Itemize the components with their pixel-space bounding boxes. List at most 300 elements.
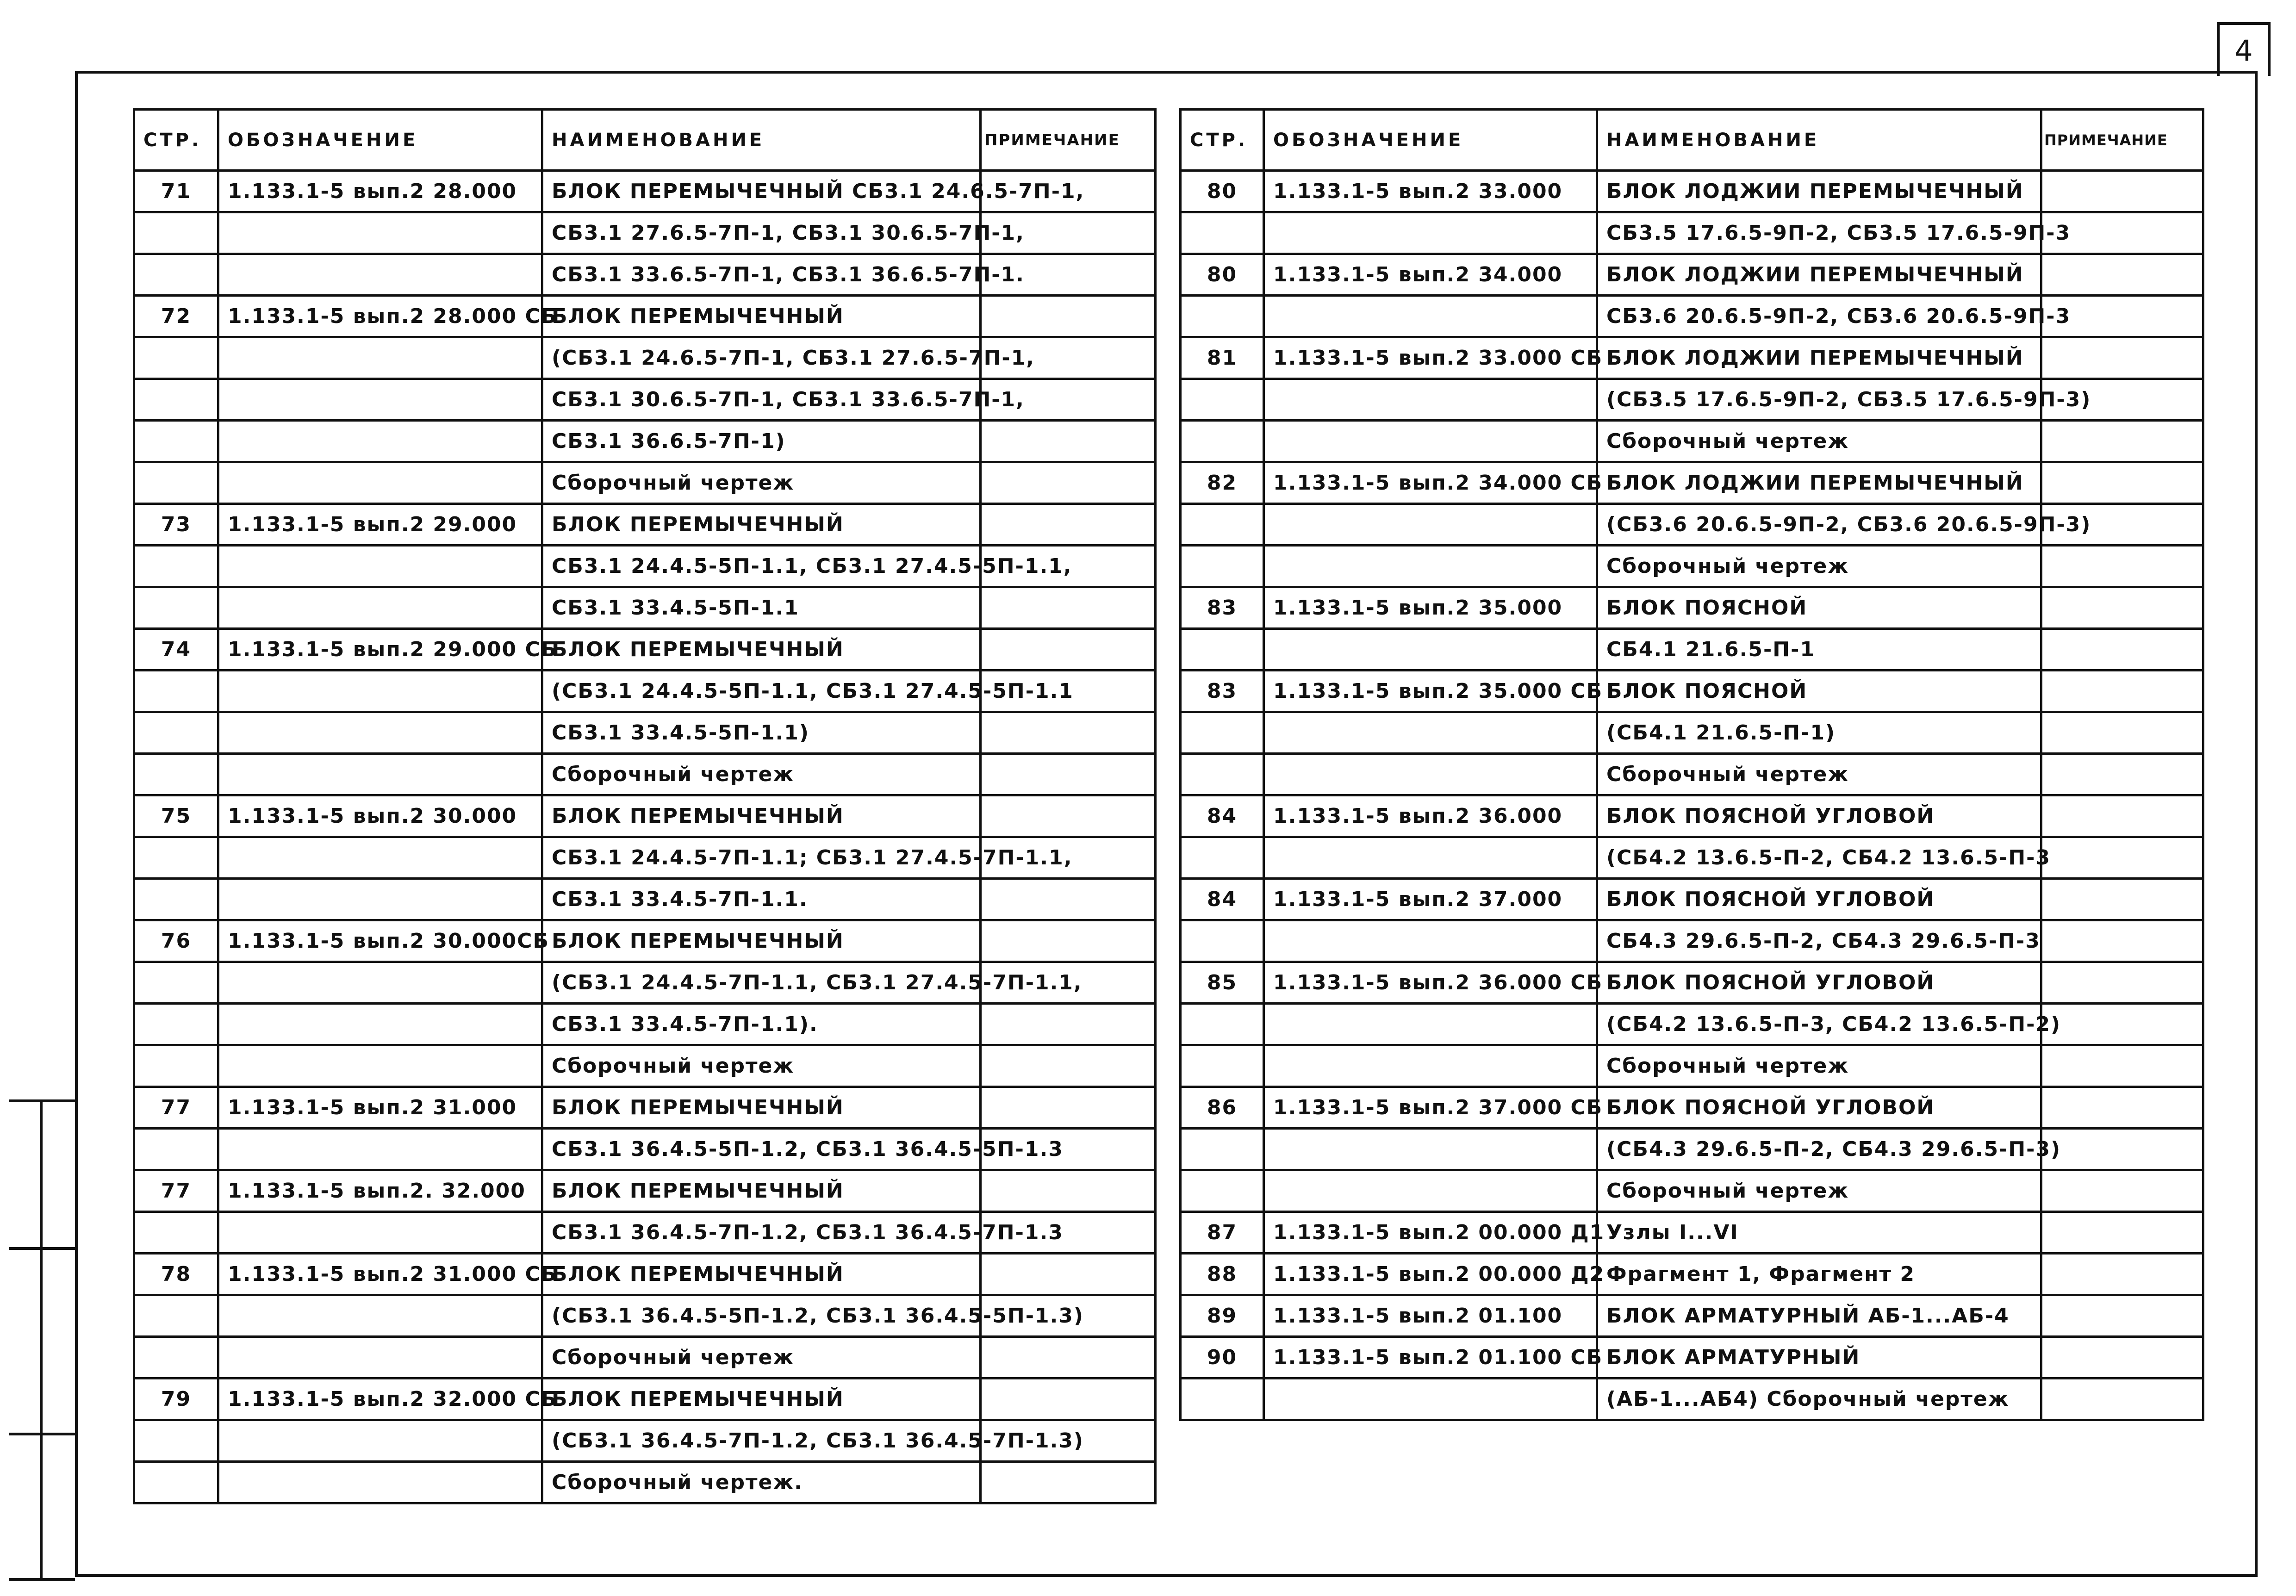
row-note xyxy=(2041,1087,2203,1129)
row-page: 86 xyxy=(1181,1087,1264,1129)
row-name: Сборочный чертеж xyxy=(1597,546,2041,587)
row-page: 83 xyxy=(1181,671,1264,712)
row-designation xyxy=(1264,1004,1597,1045)
table-row xyxy=(1181,1337,2203,1379)
row-name: Сборочный чертеж xyxy=(542,754,981,795)
row-page: 84 xyxy=(1181,879,1264,920)
row-name: Сборочный чертеж xyxy=(542,1337,981,1379)
row-page xyxy=(134,587,218,629)
table-row xyxy=(134,837,1156,879)
table-row xyxy=(1181,671,2203,712)
row-designation xyxy=(218,671,542,712)
row-page xyxy=(1181,421,1264,462)
row-note xyxy=(2041,1129,2203,1170)
row-designation xyxy=(218,1045,542,1087)
table-row xyxy=(1181,962,2203,1004)
row-designation: 1.133.1-5 вып.2 29.000 xyxy=(218,504,542,546)
row-name: (СБ3.1 36.4.5-7П-1.2, СБ3.1 36.4.5-7П-1.3) xyxy=(542,1420,981,1462)
row-name: (СБ3.6 20.6.5-9П-2, СБ3.6 20.6.5-9П-3) xyxy=(1597,504,2041,546)
row-designation xyxy=(1264,837,1597,879)
row-designation xyxy=(218,587,542,629)
table-row xyxy=(1181,1170,2203,1212)
row-page: 88 xyxy=(1181,1254,1264,1295)
table-row xyxy=(134,337,1156,379)
row-name: БЛОК ПОЯСНОЙ УГЛОВОЙ xyxy=(1597,795,2041,837)
table-row xyxy=(134,1004,1156,1045)
row-note xyxy=(981,754,1156,795)
row-designation: 1.133.1-5 вып.2 31.000 СБ xyxy=(218,1254,542,1295)
row-note xyxy=(981,629,1156,671)
row-page: 74 xyxy=(134,629,218,671)
row-page xyxy=(134,212,218,254)
margin-tick xyxy=(9,1578,75,1581)
row-designation: 1.133.1-5 вып.2 34.000 СБ xyxy=(1264,462,1597,504)
row-name: БЛОК ПЕРЕМЫЧЕЧНЫЙ xyxy=(542,1379,981,1420)
row-note xyxy=(2041,920,2203,962)
row-note xyxy=(981,421,1156,462)
table-row xyxy=(134,671,1156,712)
row-note xyxy=(2041,421,2203,462)
row-designation: 1.133.1-5 вып.2 28.000 СБ xyxy=(218,296,542,337)
row-designation xyxy=(218,1462,542,1503)
row-page: 78 xyxy=(134,1254,218,1295)
row-note xyxy=(2041,962,2203,1004)
row-note xyxy=(981,795,1156,837)
row-name: Сборочный чертеж. xyxy=(542,1462,981,1503)
table-row xyxy=(134,1129,1156,1170)
table-row xyxy=(134,546,1156,587)
row-name: (СБ4.2 13.6.5-П-3, СБ4.2 13.6.5-П-2) xyxy=(1597,1004,2041,1045)
right-body xyxy=(1181,171,2203,1420)
row-designation xyxy=(1264,754,1597,795)
row-name: Сборочный чертеж xyxy=(542,462,981,504)
row-page: 87 xyxy=(1181,1212,1264,1254)
row-designation: 1.133.1-5 вып.2 36.000 СБ xyxy=(1264,962,1597,1004)
row-page: 80 xyxy=(1181,171,1264,212)
header-designation: ОБОЗНАЧЕНИЕ xyxy=(1264,110,1597,171)
header-row xyxy=(1181,110,2203,171)
row-page xyxy=(134,254,218,296)
table-row xyxy=(134,1420,1156,1462)
row-designation: 1.133.1-5 вып.2 35.000 xyxy=(1264,587,1597,629)
row-designation xyxy=(218,1295,542,1337)
row-page: 77 xyxy=(134,1170,218,1212)
row-page xyxy=(1181,1170,1264,1212)
row-name: (АБ-1...АБ4) Сборочный чертеж xyxy=(1597,1379,2041,1420)
row-name: СБ3.6 20.6.5-9П-2, СБ3.6 20.6.5-9П-3 xyxy=(1597,296,2041,337)
table-row xyxy=(134,212,1156,254)
row-note xyxy=(981,587,1156,629)
row-note xyxy=(2041,1170,2203,1212)
row-designation xyxy=(218,1129,542,1170)
row-designation xyxy=(218,1420,542,1462)
row-designation: 1.133.1-5 вып.2 01.100 xyxy=(1264,1295,1597,1337)
row-page xyxy=(134,754,218,795)
row-page: 71 xyxy=(134,171,218,212)
row-name: СБ3.1 36.4.5-7П-1.2, СБ3.1 36.4.5-7П-1.3 xyxy=(542,1212,981,1254)
row-designation xyxy=(1264,1129,1597,1170)
row-page xyxy=(134,712,218,754)
row-name: БЛОК АРМАТУРНЫЙ АБ-1...АБ-4 xyxy=(1597,1295,2041,1337)
row-note xyxy=(981,1170,1156,1212)
table-row xyxy=(1181,712,2203,754)
row-note xyxy=(981,462,1156,504)
header-note: ПРИМЕЧАНИЕ xyxy=(981,110,1156,171)
row-note xyxy=(2041,712,2203,754)
row-page xyxy=(1181,504,1264,546)
row-name: СБ3.1 33.4.5-5П-1.1 xyxy=(542,587,981,629)
row-note xyxy=(981,1254,1156,1295)
row-name: Сборочный чертеж xyxy=(1597,1170,2041,1212)
row-page: 75 xyxy=(134,795,218,837)
row-designation: 1.133.1-5 вып.2 30.000СБ xyxy=(218,920,542,962)
contents-table-right xyxy=(1179,108,2204,1421)
row-designation: 1.133.1-5 вып.2 30.000 xyxy=(218,795,542,837)
row-designation: 1.133.1-5 вып.2 00.000 Д2 xyxy=(1264,1254,1597,1295)
table-row xyxy=(1181,1295,2203,1337)
row-page xyxy=(134,462,218,504)
table-row xyxy=(134,1462,1156,1503)
row-note xyxy=(2041,546,2203,587)
table-row xyxy=(1181,1129,2203,1170)
row-name: СБ3.1 24.4.5-5П-1.1, СБ3.1 27.4.5-5П-1.1, xyxy=(542,546,981,587)
table-row xyxy=(1181,212,2203,254)
row-name: СБ3.1 24.4.5-7П-1.1; СБ3.1 27.4.5-7П-1.1, xyxy=(542,837,981,879)
row-page xyxy=(1181,1004,1264,1045)
row-note xyxy=(2041,462,2203,504)
row-name: СБ3.1 36.6.5-7П-1) xyxy=(542,421,981,462)
row-page xyxy=(1181,379,1264,421)
row-note xyxy=(981,1337,1156,1379)
table-row xyxy=(1181,795,2203,837)
row-designation xyxy=(218,337,542,379)
row-page xyxy=(1181,212,1264,254)
row-note xyxy=(2041,1212,2203,1254)
row-note xyxy=(2041,671,2203,712)
row-page xyxy=(134,671,218,712)
row-note xyxy=(2041,1337,2203,1379)
margin-line xyxy=(40,1099,43,1581)
row-designation: 1.133.1-5 вып.2 37.000 xyxy=(1264,879,1597,920)
row-name: (СБ3.1 36.4.5-5П-1.2, СБ3.1 36.4.5-5П-1.3) xyxy=(542,1295,981,1337)
row-designation xyxy=(1264,546,1597,587)
row-designation xyxy=(218,379,542,421)
row-name: БЛОК ПЕРЕМЫЧЕЧНЫЙ xyxy=(542,920,981,962)
row-designation: 1.133.1-5 вып.2 33.000 xyxy=(1264,171,1597,212)
row-designation: 1.133.1-5 вып.2 31.000 xyxy=(218,1087,542,1129)
table-row xyxy=(1181,587,2203,629)
row-page xyxy=(134,1129,218,1170)
margin-tick xyxy=(9,1247,75,1250)
row-page xyxy=(1181,1129,1264,1170)
row-name: БЛОК ПЕРЕМЫЧЕЧНЫЙ xyxy=(542,504,981,546)
row-designation: 1.133.1-5 вып.2 34.000 xyxy=(1264,254,1597,296)
row-name: БЛОК ПОЯСНОЙ УГЛОВОЙ xyxy=(1597,879,2041,920)
table-row xyxy=(1181,879,2203,920)
row-page: 81 xyxy=(1181,337,1264,379)
row-designation xyxy=(218,1004,542,1045)
row-name: БЛОК ЛОДЖИИ ПЕРЕМЫЧЕЧНЫЙ xyxy=(1597,254,2041,296)
row-designation: 1.133.1-5 вып.2 35.000 СБ xyxy=(1264,671,1597,712)
row-page xyxy=(134,1337,218,1379)
row-name: БЛОК ПОЯСНОЙ xyxy=(1597,671,2041,712)
table-row xyxy=(134,795,1156,837)
row-page xyxy=(134,1045,218,1087)
row-designation xyxy=(218,879,542,920)
table-row xyxy=(1181,254,2203,296)
row-designation xyxy=(218,837,542,879)
row-name: БЛОК АРМАТУРНЫЙ xyxy=(1597,1337,2041,1379)
row-page: 83 xyxy=(1181,587,1264,629)
table-row xyxy=(134,1254,1156,1295)
row-designation: 1.133.1-5 вып.2 32.000 СБ xyxy=(218,1379,542,1420)
row-note xyxy=(981,1379,1156,1420)
row-note xyxy=(2041,629,2203,671)
table-row xyxy=(1181,421,2203,462)
table-row xyxy=(134,171,1156,212)
margin-tick xyxy=(9,1099,75,1102)
row-name: (СБ3.1 24.4.5-5П-1.1, СБ3.1 27.4.5-5П-1.1 xyxy=(542,671,981,712)
row-designation xyxy=(1264,920,1597,962)
table-row xyxy=(134,962,1156,1004)
row-name: БЛОК ПЕРЕМЫЧЕЧНЫЙ СБ3.1 24.6.5-7П-1, xyxy=(542,171,981,212)
row-name: СБ3.1 36.4.5-5П-1.2, СБ3.1 36.4.5-5П-1.3 xyxy=(542,1129,981,1170)
row-note xyxy=(981,712,1156,754)
table-row xyxy=(134,754,1156,795)
table-row xyxy=(1181,337,2203,379)
row-name: Узлы I...VI xyxy=(1597,1212,2041,1254)
table-row xyxy=(134,1379,1156,1420)
table-row xyxy=(134,920,1156,962)
row-name: СБ3.1 33.4.5-7П-1.1. xyxy=(542,879,981,920)
margin-tick xyxy=(9,1433,75,1435)
row-name: БЛОК ЛОДЖИИ ПЕРЕМЫЧЕЧНЫЙ xyxy=(1597,337,2041,379)
row-page xyxy=(1181,296,1264,337)
row-page: 79 xyxy=(134,1379,218,1420)
left-body xyxy=(134,171,1156,1503)
row-page xyxy=(134,1295,218,1337)
row-page: 72 xyxy=(134,296,218,337)
row-name: Сборочный чертеж xyxy=(1597,754,2041,795)
table-row xyxy=(1181,837,2203,879)
row-name: (СБ4.2 13.6.5-П-2, СБ4.2 13.6.5-П-3 xyxy=(1597,837,2041,879)
row-note xyxy=(981,1045,1156,1087)
row-page xyxy=(134,837,218,879)
row-note xyxy=(981,1462,1156,1503)
row-name: СБ3.1 33.4.5-7П-1.1). xyxy=(542,1004,981,1045)
row-note xyxy=(981,1004,1156,1045)
row-page xyxy=(134,1004,218,1045)
row-note xyxy=(2041,1045,2203,1087)
row-name: БЛОК ЛОДЖИИ ПЕРЕМЫЧЕЧНЫЙ xyxy=(1597,462,2041,504)
row-designation: 1.133.1-5 вып.2 33.000 СБ xyxy=(1264,337,1597,379)
table-row xyxy=(134,379,1156,421)
row-name: БЛОК ЛОДЖИИ ПЕРЕМЫЧЕЧНЫЙ xyxy=(1597,171,2041,212)
table-row xyxy=(134,504,1156,546)
row-page: 85 xyxy=(1181,962,1264,1004)
row-page xyxy=(134,1212,218,1254)
row-name: БЛОК ПОЯСНОЙ xyxy=(1597,587,2041,629)
row-designation xyxy=(1264,1045,1597,1087)
row-page: 73 xyxy=(134,504,218,546)
row-note xyxy=(981,504,1156,546)
row-designation: 1.133.1-5 вып.2 01.100 СБ xyxy=(1264,1337,1597,1379)
row-designation xyxy=(1264,1379,1597,1420)
row-designation: 1.133.1-5 вып.2 00.000 Д1 xyxy=(1264,1212,1597,1254)
row-name: СБ3.1 30.6.5-7П-1, СБ3.1 33.6.5-7П-1, xyxy=(542,379,981,421)
row-designation xyxy=(218,462,542,504)
row-name: Фрагмент 1, Фрагмент 2 xyxy=(1597,1254,2041,1295)
table-row xyxy=(134,462,1156,504)
table-row xyxy=(1181,462,2203,504)
row-note xyxy=(2041,754,2203,795)
row-note xyxy=(2041,171,2203,212)
row-note xyxy=(2041,795,2203,837)
table-row xyxy=(1181,1212,2203,1254)
row-designation xyxy=(218,1212,542,1254)
row-page xyxy=(1181,712,1264,754)
table-row xyxy=(1181,1045,2203,1087)
row-note xyxy=(2041,1379,2203,1420)
row-page xyxy=(1181,1379,1264,1420)
row-note xyxy=(2041,879,2203,920)
row-designation xyxy=(218,1337,542,1379)
header-name: НАИМЕНОВАНИЕ xyxy=(1597,110,2041,171)
row-designation xyxy=(218,421,542,462)
row-designation xyxy=(218,546,542,587)
row-designation xyxy=(1264,712,1597,754)
table-row xyxy=(1181,546,2203,587)
row-page: 90 xyxy=(1181,1337,1264,1379)
header-designation: ОБОЗНАЧЕНИЕ xyxy=(218,110,542,171)
row-note xyxy=(2041,587,2203,629)
row-designation xyxy=(1264,1170,1597,1212)
row-page: 80 xyxy=(1181,254,1264,296)
row-page xyxy=(134,1420,218,1462)
row-page: 82 xyxy=(1181,462,1264,504)
table-row xyxy=(134,421,1156,462)
row-name: (СБ3.1 24.4.5-7П-1.1, СБ3.1 27.4.5-7П-1.1, xyxy=(542,962,981,1004)
row-page xyxy=(134,962,218,1004)
row-designation xyxy=(218,254,542,296)
row-designation xyxy=(1264,629,1597,671)
table-row xyxy=(134,254,1156,296)
row-name: СБ4.1 21.6.5-П-1 xyxy=(1597,629,2041,671)
header-note: ПРИМЕЧАНИЕ xyxy=(2041,110,2203,171)
row-name: БЛОК ПЕРЕМЫЧЕЧНЫЙ xyxy=(542,629,981,671)
row-name: СБ3.1 27.6.5-7П-1, СБ3.1 30.6.5-7П-1, xyxy=(542,212,981,254)
table-row xyxy=(134,1045,1156,1087)
table-row xyxy=(1181,1087,2203,1129)
row-page: 76 xyxy=(134,920,218,962)
table-row xyxy=(134,1337,1156,1379)
row-designation xyxy=(1264,504,1597,546)
row-name: Сборочный чертеж xyxy=(1597,421,2041,462)
row-name: БЛОК ПОЯСНОЙ УГЛОВОЙ xyxy=(1597,962,2041,1004)
row-note xyxy=(981,879,1156,920)
row-page xyxy=(1181,546,1264,587)
row-page xyxy=(1181,754,1264,795)
row-page xyxy=(134,546,218,587)
row-note xyxy=(2041,337,2203,379)
row-name: СБ3.1 33.6.5-7П-1, СБ3.1 36.6.5-7П-1. xyxy=(542,254,981,296)
row-designation: 1.133.1-5 вып.2 37.000 СБ xyxy=(1264,1087,1597,1129)
sheet-number: 4 xyxy=(2217,22,2271,76)
table-row xyxy=(1181,1004,2203,1045)
row-page xyxy=(134,337,218,379)
row-designation xyxy=(218,712,542,754)
row-note xyxy=(981,1087,1156,1129)
row-name: БЛОК ПЕРЕМЫЧЕЧНЫЙ xyxy=(542,296,981,337)
row-page xyxy=(1181,837,1264,879)
row-designation xyxy=(1264,296,1597,337)
row-name: (СБ4.3 29.6.5-П-2, СБ4.3 29.6.5-П-3) xyxy=(1597,1129,2041,1170)
table-row xyxy=(134,1170,1156,1212)
contents-table-left xyxy=(133,108,1157,1504)
table-row xyxy=(1181,1254,2203,1295)
row-page xyxy=(134,421,218,462)
row-name: Сборочный чертеж xyxy=(542,1045,981,1087)
table-row xyxy=(1181,629,2203,671)
table-row xyxy=(1181,920,2203,962)
row-note xyxy=(2041,1004,2203,1045)
table-row xyxy=(134,1212,1156,1254)
row-designation: 1.133.1-5 вып.2 29.000 СБ xyxy=(218,629,542,671)
row-page xyxy=(134,879,218,920)
table-row xyxy=(134,712,1156,754)
row-note xyxy=(981,296,1156,337)
row-designation xyxy=(218,754,542,795)
row-name: БЛОК ПОЯСНОЙ УГЛОВОЙ xyxy=(1597,1087,2041,1129)
header-page: СТР. xyxy=(1181,110,1264,171)
table-row xyxy=(134,629,1156,671)
row-name: Сборочный чертеж xyxy=(1597,1045,2041,1087)
row-name: (СБ3.1 24.6.5-7П-1, СБ3.1 27.6.5-7П-1, xyxy=(542,337,981,379)
row-name: БЛОК ПЕРЕМЫЧЕЧНЫЙ xyxy=(542,795,981,837)
row-designation xyxy=(1264,421,1597,462)
row-note xyxy=(2041,837,2203,879)
table-row xyxy=(134,296,1156,337)
header-page: СТР. xyxy=(134,110,218,171)
row-designation: 1.133.1-5 вып.2 28.000 xyxy=(218,171,542,212)
header-name: НАИМЕНОВАНИЕ xyxy=(542,110,981,171)
row-name: (СБ4.1 21.6.5-П-1) xyxy=(1597,712,2041,754)
row-page: 77 xyxy=(134,1087,218,1129)
table-row xyxy=(134,1087,1156,1129)
row-note xyxy=(981,920,1156,962)
row-page: 84 xyxy=(1181,795,1264,837)
row-page xyxy=(1181,1045,1264,1087)
table-row xyxy=(134,1295,1156,1337)
row-name: СБ4.3 29.6.5-П-2, СБ4.3 29.6.5-П-3 xyxy=(1597,920,2041,962)
table-row xyxy=(1181,754,2203,795)
row-name: СБ3.1 33.4.5-5П-1.1) xyxy=(542,712,981,754)
row-page xyxy=(1181,920,1264,962)
table-row xyxy=(1181,1379,2203,1420)
table-row xyxy=(1181,171,2203,212)
row-name: СБ3.5 17.6.5-9П-2, СБ3.5 17.6.5-9П-3 xyxy=(1597,212,2041,254)
row-designation xyxy=(1264,379,1597,421)
table-row xyxy=(1181,379,2203,421)
row-page xyxy=(134,379,218,421)
row-name: БЛОК ПЕРЕМЫЧЕЧНЫЙ xyxy=(542,1254,981,1295)
row-note xyxy=(2041,254,2203,296)
row-designation: 1.133.1-5 вып.2 36.000 xyxy=(1264,795,1597,837)
table-row xyxy=(134,879,1156,920)
row-name: БЛОК ПЕРЕМЫЧЕЧНЫЙ xyxy=(542,1087,981,1129)
row-note xyxy=(2041,1254,2203,1295)
header-row xyxy=(134,110,1156,171)
